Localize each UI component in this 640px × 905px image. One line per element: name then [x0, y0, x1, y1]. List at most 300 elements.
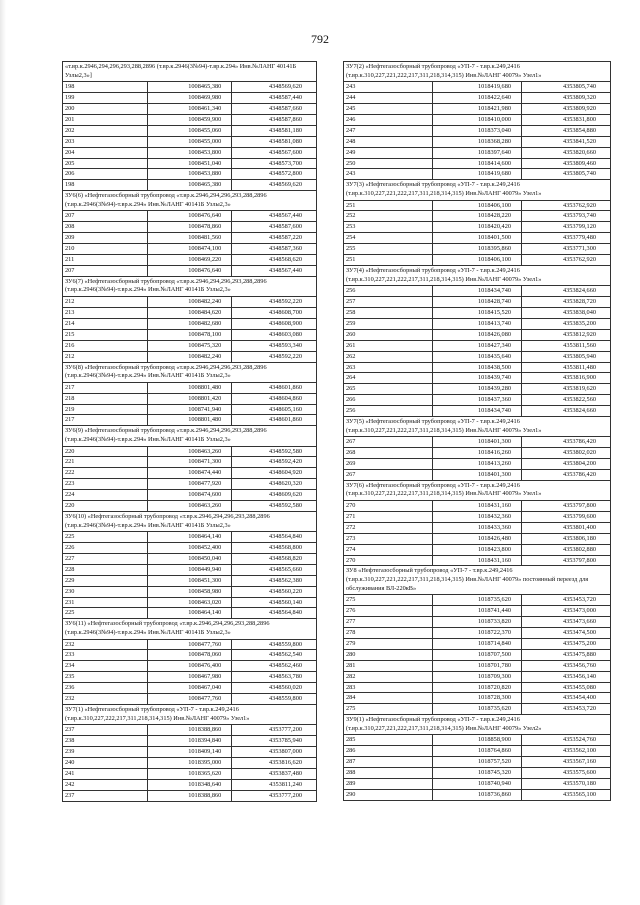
point-number: 217 — [63, 382, 148, 393]
coordinate-x: 1018720,820 — [433, 682, 522, 693]
coordinate-y: 4353473,660 — [522, 617, 611, 628]
point-number: 207 — [63, 211, 148, 222]
section-title: ЗУ8 «Нефтегазосборный трубопровод «УП-7 - т.вр.к.249,2416 (т.вр.к.310,227,221,222,217,311,218,314,315) Инв.№ЛАНГ 40079» постоянный переезд для обслуживания ВЛ-220кВ» — [344, 566, 611, 595]
coordinate-y: 4353811,240 — [232, 779, 317, 790]
coordinate-y: 4348609,620 — [232, 490, 317, 501]
point-number: 220 — [63, 501, 148, 512]
section-header-row — [63, 62, 317, 82]
table-row — [63, 136, 317, 147]
table-row — [63, 265, 317, 276]
coordinate-y: 4348560,140 — [232, 597, 317, 608]
coordinate-x: 1008484,620 — [147, 307, 232, 318]
table-row — [63, 318, 317, 329]
table-row — [344, 82, 611, 93]
point-number: 262 — [344, 351, 433, 362]
coordinate-x: 1018419,680 — [433, 169, 522, 180]
coordinate-y: 4348587,440 — [232, 93, 317, 104]
table-row — [63, 479, 317, 490]
point-number: 284 — [344, 693, 433, 704]
coordinate-x: 1008455,000 — [147, 136, 232, 147]
table-row — [63, 736, 317, 747]
table-row — [344, 211, 611, 222]
point-number: 233 — [63, 650, 148, 661]
coordinate-x: 1008464,140 — [147, 608, 232, 619]
coordinate-x: 1018728,300 — [433, 693, 522, 704]
table-row — [63, 490, 317, 501]
coordinate-x: 1018428,740 — [433, 297, 522, 308]
point-number: 236 — [63, 683, 148, 694]
table-row — [344, 555, 611, 566]
coordinate-x: 1018428,220 — [433, 211, 522, 222]
coordinate-x: 1018434,740 — [433, 406, 522, 417]
table-row — [344, 522, 611, 533]
section-header-row — [344, 417, 611, 437]
table-row — [63, 382, 317, 393]
point-number: 215 — [63, 329, 148, 340]
coordinate-y: 4353811,480 — [522, 362, 611, 373]
point-number: 256 — [344, 406, 433, 417]
point-number: 238 — [63, 736, 148, 747]
coordinate-y: 4348568,620 — [232, 255, 317, 266]
coordinate-y: 4348587,600 — [232, 222, 317, 233]
coordinate-y: 4348568,820 — [232, 553, 317, 564]
coordinate-x: 1018757,520 — [433, 757, 522, 768]
coordinate-y: 4348567,440 — [232, 211, 317, 222]
point-number: 263 — [344, 362, 433, 373]
coordinate-y: 4348565,660 — [232, 564, 317, 575]
coordinate-y: 4353809,320 — [522, 93, 611, 104]
point-number: 259 — [344, 318, 433, 329]
table-row — [63, 575, 317, 586]
point-number: 248 — [344, 136, 433, 147]
coordinate-x: 1018701,780 — [433, 660, 522, 671]
coordinate-y: 4353524,760 — [522, 735, 611, 746]
coordinate-x: 1018401,300 — [433, 469, 522, 480]
table-row — [63, 650, 317, 661]
coordinate-x: 1018745,320 — [433, 768, 522, 779]
table-row — [63, 93, 317, 104]
coordinate-y: 4353777,200 — [232, 725, 317, 736]
coordinate-y: 4348581,080 — [232, 136, 317, 147]
table-row — [344, 704, 611, 715]
coordinate-y: 4353474,500 — [522, 627, 611, 638]
table-row — [344, 437, 611, 448]
point-number: 278 — [344, 627, 433, 638]
coordinate-x: 1018406,100 — [433, 200, 522, 211]
coordinate-y: 4353841,520 — [522, 136, 611, 147]
coordinate-y: 4353793,740 — [522, 211, 611, 222]
point-number: 252 — [344, 211, 433, 222]
coordinate-y: 4353816,620 — [232, 757, 317, 768]
point-number: 243 — [344, 82, 433, 93]
coordinate-x: 1008478,060 — [147, 650, 232, 661]
coordinate-x: 1008465,380 — [147, 82, 232, 93]
point-number: 257 — [344, 297, 433, 308]
point-number: 211 — [63, 255, 148, 266]
point-number: 272 — [344, 522, 433, 533]
point-number: 205 — [63, 158, 148, 169]
coordinate-x: 1018439,280 — [433, 384, 522, 395]
section-title: «т.вр.к.2946,294,296,293,288,2896 (т.вр.к.2946(3№94)-т.вр.к.294» Инв.№ЛАНГ 40141Б Узлы2,3»] — [63, 62, 317, 82]
point-number: 247 — [344, 125, 433, 136]
coordinate-x: 1018413,740 — [433, 318, 522, 329]
point-number: 220 — [63, 446, 148, 457]
table-row — [344, 660, 611, 671]
coordinate-x: 1018439,740 — [433, 373, 522, 384]
point-number: 289 — [344, 779, 433, 790]
coordinate-y: 4353806,180 — [522, 533, 611, 544]
coordinate-x: 1018858,900 — [433, 735, 522, 746]
point-number: 274 — [344, 544, 433, 555]
coordinate-x: 1018736,860 — [433, 789, 522, 800]
coordinate-x: 1018709,300 — [433, 671, 522, 682]
point-number: 226 — [63, 543, 148, 554]
coordinate-y: 4348573,700 — [232, 158, 317, 169]
coordinate-x: 1018397,640 — [433, 147, 522, 158]
coordinate-x: 1008476,640 — [147, 265, 232, 276]
coordinate-x: 1008477,760 — [147, 694, 232, 705]
left-coordinates-table — [62, 61, 317, 802]
table-row — [344, 158, 611, 169]
coordinate-y: 4353456,140 — [522, 671, 611, 682]
coordinate-x: 1008477,760 — [147, 639, 232, 650]
coordinate-x: 1018348,640 — [147, 779, 232, 790]
point-number: 217 — [63, 415, 148, 426]
table-row — [63, 779, 317, 790]
coordinate-x: 1008463,260 — [147, 446, 232, 457]
coordinate-y: 4353802,020 — [522, 448, 611, 459]
coordinate-x: 1018419,680 — [433, 82, 522, 93]
coordinate-x: 1008455,060 — [147, 125, 232, 136]
point-number: 251 — [344, 255, 433, 266]
table-row — [344, 307, 611, 318]
coordinate-y: 4348587,220 — [232, 233, 317, 244]
point-number: 280 — [344, 649, 433, 660]
section-title: ЗУ7(1) «Нефтегазосборный трубопровод «УП-7 - т.вр.к.249,2416 (т.вр.к.310,227,222,217,311,218,314,315) Инв.№ЛАНГ 40079» Узел1» — [63, 705, 317, 725]
coordinate-y: 4353805,740 — [522, 82, 611, 93]
coordinate-x: 1008482,240 — [147, 351, 232, 362]
point-number: 286 — [344, 746, 433, 757]
table-row — [344, 200, 611, 211]
coordinate-y: 4353824,660 — [522, 286, 611, 297]
coordinate-y: 4353777,200 — [232, 790, 317, 801]
section-title: ЗУ6(10) «Нефтегазосборный трубопровод «т.вр.к.2946,294,296,293,288,2896 (т.вр.к.2946(3№94)-т.вр.к.294» Инв.№ЛАНГ 40141Б Узлы2,3» — [63, 511, 317, 531]
point-number: 229 — [63, 575, 148, 586]
table-row — [344, 136, 611, 147]
table-row — [63, 244, 317, 255]
table-row — [344, 768, 611, 779]
coordinate-y: 4353575,600 — [522, 768, 611, 779]
coordinate-y: 4353838,040 — [522, 307, 611, 318]
point-number: 265 — [344, 384, 433, 395]
coordinate-y: 4348581,180 — [232, 125, 317, 136]
coordinate-y: 4353779,480 — [522, 233, 611, 244]
point-number: 225 — [63, 532, 148, 543]
point-number: 255 — [344, 244, 433, 255]
table-row — [344, 373, 611, 384]
table-row — [344, 147, 611, 158]
coordinate-y: 4348604,920 — [232, 468, 317, 479]
section-title: ЗУ6(7) «Нефтегазосборный трубопровод «т.вр.к.2946,294,296,293,288,2896 (т.вр.к.2946(3№94)-т.вр.к.294» Инв.№ЛАНГ 40141Б Узлы2,3» — [63, 276, 317, 296]
table-row — [344, 746, 611, 757]
coordinate-y: 4353771,300 — [522, 244, 611, 255]
coordinate-y: 4353473,000 — [522, 606, 611, 617]
table-row — [63, 180, 317, 191]
coordinate-x: 1008464,140 — [147, 532, 232, 543]
table-row — [63, 553, 317, 564]
point-number: 269 — [344, 459, 433, 470]
table-row — [344, 318, 611, 329]
point-number: 200 — [63, 104, 148, 115]
section-header-row — [63, 705, 317, 725]
table-row — [63, 147, 317, 158]
point-number: 290 — [344, 789, 433, 800]
coordinate-x: 1018394,840 — [147, 736, 232, 747]
coordinate-x: 1008801,480 — [147, 415, 232, 426]
coordinate-y: 4348559,800 — [232, 639, 317, 650]
point-number: 240 — [63, 757, 148, 768]
coordinate-x: 1018420,420 — [433, 222, 522, 233]
point-number: 271 — [344, 511, 433, 522]
coordinate-y: 4348560,020 — [232, 683, 317, 694]
table-row — [63, 415, 317, 426]
table-row — [344, 169, 611, 180]
table-row — [344, 544, 611, 555]
coordinate-y: 4348564,840 — [232, 608, 317, 619]
section-title: ЗУ6(6) «Нефтегазосборный трубопровод «т.вр.к.2946,294,296,293,288,2896 (т.вр.к.2946(3№94)-т.вр.к.294» Инв.№ЛАНГ 40141Б Узлы2,3» — [63, 191, 317, 211]
point-number: 207 — [63, 265, 148, 276]
coordinate-y: 4348603,080 — [232, 329, 317, 340]
coordinate-x: 1018426,080 — [433, 329, 522, 340]
coordinate-x: 1018434,740 — [433, 286, 522, 297]
page-number: 792 — [311, 32, 329, 46]
point-number: 237 — [63, 725, 148, 736]
point-number: 246 — [344, 114, 433, 125]
point-number: 227 — [63, 553, 148, 564]
coordinate-y: 4353809,920 — [522, 104, 611, 115]
coordinate-x: 1008451,040 — [147, 158, 232, 169]
section-header-row — [344, 715, 611, 735]
section-header-row — [344, 566, 611, 595]
point-number: 264 — [344, 373, 433, 384]
table-row — [63, 233, 317, 244]
coordinate-x: 1008482,680 — [147, 318, 232, 329]
table-row — [344, 627, 611, 638]
coordinate-y: 4353812,920 — [522, 329, 611, 340]
table-row — [344, 297, 611, 308]
coordinate-x: 1018414,600 — [433, 158, 522, 169]
coordinate-y: 4353565,100 — [522, 789, 611, 800]
scan-edge — [0, 0, 6, 905]
coordinate-x: 1018413,260 — [433, 459, 522, 470]
point-number: 242 — [63, 779, 148, 790]
point-number: 209 — [63, 233, 148, 244]
point-number: 212 — [63, 351, 148, 362]
point-number: 260 — [344, 329, 433, 340]
point-number: 223 — [63, 479, 148, 490]
coordinate-y: 4353567,160 — [522, 757, 611, 768]
coordinate-x: 1018401,500 — [433, 233, 522, 244]
table-row — [63, 393, 317, 404]
coordinate-x: 1008469,980 — [147, 93, 232, 104]
table-row — [344, 222, 611, 233]
coordinate-y: 4353809,460 — [522, 158, 611, 169]
coordinate-x: 1018735,620 — [433, 595, 522, 606]
table-row — [63, 597, 317, 608]
section-title: ЗУ9(1) «Нефтегазосборный трубопровод «УП-7 - т.вр.к.249,2416 (т.вр.к.310,227,221,222,217,311,218,314,315) Инв.№ЛАНГ 40079» Узел2» — [344, 715, 611, 735]
coordinate-y: 4348601,860 — [232, 415, 317, 426]
section-header-row — [344, 265, 611, 285]
table-row — [63, 351, 317, 362]
coordinate-y: 4348605,160 — [232, 404, 317, 415]
point-number: 204 — [63, 147, 148, 158]
point-number: 245 — [344, 104, 433, 115]
coordinate-y: 4348560,220 — [232, 586, 317, 597]
point-number: 261 — [344, 340, 433, 351]
coordinate-x: 1018368,280 — [433, 136, 522, 147]
table-row — [63, 457, 317, 468]
table-row — [63, 211, 317, 222]
table-row — [63, 307, 317, 318]
coordinate-y: 4353785,940 — [232, 736, 317, 747]
section-title: ЗУ7(5) «Нефтегазосборный трубопровод «УП-7 - т.вр.к.249,2416 (т.вр.к.310,227,221,222,217,311,218,314,315) Инв.№ЛАНГ 40079» Узел1» — [344, 417, 611, 437]
coordinate-x: 1018426,480 — [433, 533, 522, 544]
table-row — [344, 682, 611, 693]
coordinate-y: 4348620,320 — [232, 479, 317, 490]
coordinate-y: 4353804,200 — [522, 459, 611, 470]
point-number: 241 — [63, 768, 148, 779]
coordinate-x: 1008476,640 — [147, 211, 232, 222]
section-header-row — [63, 276, 317, 296]
table-row — [63, 114, 317, 125]
table-row — [63, 608, 317, 619]
coordinate-x: 1018416,260 — [433, 448, 522, 459]
section-header-row — [63, 619, 317, 639]
coordinate-x: 1008478,860 — [147, 222, 232, 233]
table-row — [63, 158, 317, 169]
point-number: 214 — [63, 318, 148, 329]
point-number: 235 — [63, 672, 148, 683]
table-row — [344, 459, 611, 470]
section-title: ЗУ7(6) «Нефтегазосборный трубопровод «УП-7 - т.вр.к.249,2416 (т.вр.к.310,227,221,222,217,311,218,314,315) Инв.№ЛАНГ 40079» Узел1» — [344, 480, 611, 500]
table-row — [63, 586, 317, 597]
coordinate-y: 4353475,880 — [522, 649, 611, 660]
coordinate-x: 1008458,980 — [147, 586, 232, 597]
coordinate-y: 4348562,540 — [232, 650, 317, 661]
coordinate-y: 4353453,720 — [522, 704, 611, 715]
coordinate-x: 1018437,360 — [433, 395, 522, 406]
table-row — [63, 661, 317, 672]
coordinate-x: 1018722,370 — [433, 627, 522, 638]
coordinate-x: 1018741,440 — [433, 606, 522, 617]
coordinate-y: 4353816,900 — [522, 373, 611, 384]
coordinate-y: 4353828,720 — [522, 297, 611, 308]
point-number: 277 — [344, 617, 433, 628]
point-number: 275 — [344, 595, 433, 606]
point-number: 219 — [63, 404, 148, 415]
coordinate-x: 1018707,500 — [433, 649, 522, 660]
coordinate-x: 1008451,300 — [147, 575, 232, 586]
coordinate-y: 4348587,360 — [232, 244, 317, 255]
section-header-row — [63, 362, 317, 382]
point-number: 210 — [63, 244, 148, 255]
coordinate-x: 1018388,860 — [147, 725, 232, 736]
point-number: 201 — [63, 114, 148, 125]
table-row — [63, 329, 317, 340]
point-number: 283 — [344, 682, 433, 693]
point-number: 231 — [63, 597, 148, 608]
table-row — [63, 790, 317, 801]
coordinate-x: 1018714,840 — [433, 638, 522, 649]
coordinate-x: 1008471,300 — [147, 457, 232, 468]
coordinate-x: 1008449,940 — [147, 564, 232, 575]
coordinate-y: 4353820,660 — [522, 147, 611, 158]
coordinate-x: 1008801,420 — [147, 393, 232, 404]
point-number: 267 — [344, 437, 433, 448]
table-row — [63, 543, 317, 554]
coordinate-y: 4348567,440 — [232, 265, 317, 276]
point-number: 221 — [63, 457, 148, 468]
coordinate-x: 1008467,980 — [147, 672, 232, 683]
table-row — [63, 532, 317, 543]
table-row — [344, 617, 611, 628]
table-row — [63, 404, 317, 415]
table-row — [344, 244, 611, 255]
point-number: 198 — [63, 180, 148, 191]
coordinate-y: 4353799,120 — [522, 222, 611, 233]
coordinate-y: 4348569,620 — [232, 180, 317, 191]
point-number: 270 — [344, 555, 433, 566]
coordinate-x: 1008478,100 — [147, 329, 232, 340]
coordinate-x: 1008801,480 — [147, 382, 232, 393]
coordinate-y: 4353801,400 — [522, 522, 611, 533]
coordinate-x: 1008474,600 — [147, 490, 232, 501]
coordinate-x: 1008475,320 — [147, 340, 232, 351]
coordinate-y: 4348562,460 — [232, 661, 317, 672]
point-number: 216 — [63, 340, 148, 351]
coordinate-x: 1018438,500 — [433, 362, 522, 373]
section-title: ЗУ6(8) «Нефтегазосборный трубопровод «т.вр.к.2946,294,296,293,288,2896 (т.вр.к.2946(3№94)-т.вр.к.294» Инв.№ЛАНГ 40141Б Узлы2,3» — [63, 362, 317, 382]
table-row — [344, 255, 611, 266]
coordinate-x: 1018740,940 — [433, 779, 522, 790]
coordinate-y: 4348564,840 — [232, 532, 317, 543]
coordinate-y: 4353811,560 — [522, 340, 611, 351]
coordinate-x: 1008476,400 — [147, 661, 232, 672]
point-number: 275 — [344, 704, 433, 715]
coordinate-x: 1018431,160 — [433, 555, 522, 566]
coordinate-y: 4353819,620 — [522, 384, 611, 395]
coordinate-x: 1018365,620 — [147, 768, 232, 779]
table-row — [344, 649, 611, 660]
table-row — [344, 469, 611, 480]
coordinate-y: 4353807,000 — [232, 747, 317, 758]
right-coordinates-table — [343, 61, 611, 801]
table-row — [344, 595, 611, 606]
point-number: 281 — [344, 660, 433, 671]
coordinate-x: 1018409,140 — [147, 747, 232, 758]
coordinate-y: 4348563,780 — [232, 672, 317, 683]
coordinate-y: 4353786,420 — [522, 469, 611, 480]
coordinate-y: 4348601,860 — [232, 382, 317, 393]
coordinate-x: 1008459,900 — [147, 114, 232, 125]
table-row — [344, 779, 611, 790]
table-row — [63, 757, 317, 768]
table-row — [63, 694, 317, 705]
coordinate-y: 4353762,920 — [522, 255, 611, 266]
coordinate-x: 1008450,040 — [147, 553, 232, 564]
table-row — [344, 329, 611, 340]
table-row — [344, 606, 611, 617]
